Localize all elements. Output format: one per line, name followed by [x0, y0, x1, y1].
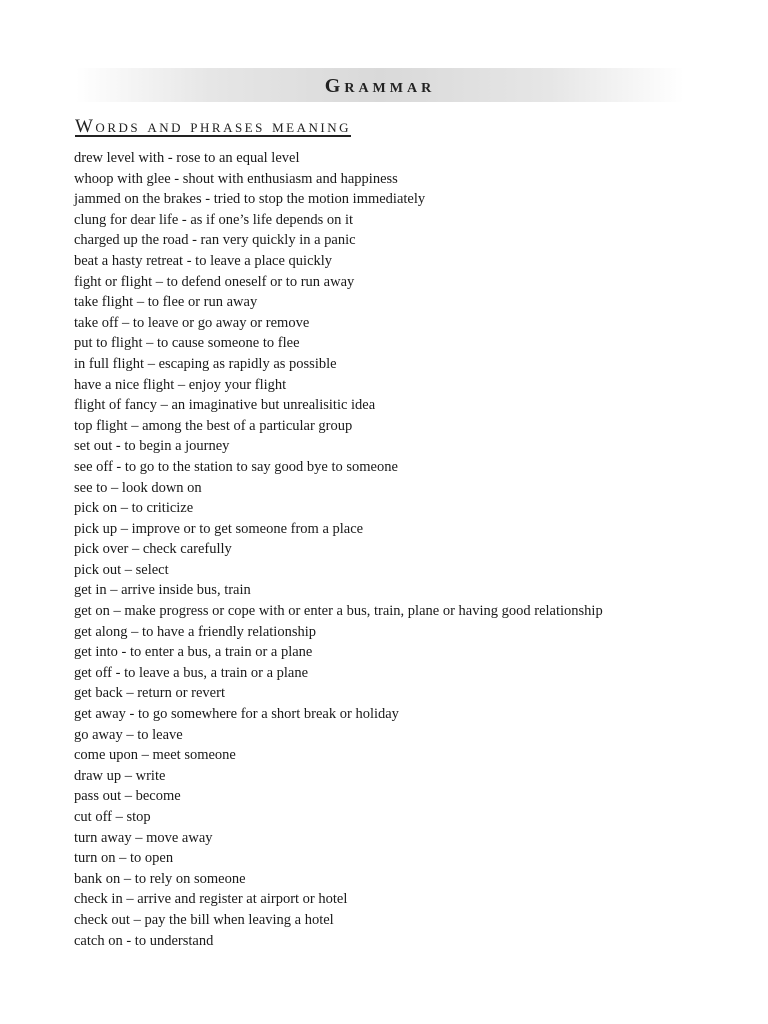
phrase-entry: get in – arrive inside bus, train [74, 582, 251, 599]
phrase-entry: clung for dear life - as if one’s life depends on it [74, 211, 354, 228]
phrase-entry: come upon – meet someone [74, 747, 236, 764]
phrase-entry: pick out – select [74, 561, 169, 578]
phrase-entry: set out - to begin a journey [74, 438, 230, 455]
phrase-entry: get into - to enter a bus, a train or a plane [74, 644, 313, 661]
phrase-entry: bank on – to rely on someone [74, 870, 246, 887]
phrase-entry: in full flight – escaping as rapidly as possible [74, 355, 337, 372]
phrase-entry: pass out – become [74, 788, 181, 805]
phrase-entry: go away – to leave [74, 726, 183, 743]
phrase-entry: top flight – among the best of a particular group [74, 417, 353, 434]
phrase-entry: flight of fancy – an imaginative but unrealisitic idea [74, 397, 376, 414]
phrase-entry: turn on – to open [74, 850, 174, 867]
phrase-entry: pick over – check carefully [74, 541, 232, 558]
phrase-entry: get off - to leave a bus, a train or a plane [74, 664, 309, 681]
phrase-entry: draw up – write [74, 767, 166, 784]
phrase-entry: see off - to go to the station to say good bye to someone [74, 458, 398, 475]
phrase-entry: beat a hasty retreat - to leave a place quickly [74, 252, 333, 269]
phrase-entry: get back – return or revert [74, 685, 225, 702]
phrase-entry: pick on – to criticize [74, 500, 194, 517]
phrase-entry: jammed on the brakes - tried to stop the motion immediately [74, 191, 426, 208]
phrase-entry: check in – arrive and register at airport or hotel [74, 891, 348, 908]
title-banner [76, 68, 684, 102]
phrase-entry: see to – look down on [74, 479, 202, 496]
phrase-entry: get on – make progress or cope with or enter a bus, train, plane or having good relationship [74, 603, 603, 620]
phrase-entry: fight or flight – to defend oneself or to run away [74, 273, 355, 290]
phrase-entry: whoop with glee - shout with enthusiasm and happiness [74, 170, 398, 187]
phrase-entry: put to flight – to cause someone to flee [74, 335, 300, 352]
phrase-entry: charged up the road - ran very quickly in a panic [74, 232, 356, 249]
phrase-entry: take flight – to flee or run away [74, 294, 258, 311]
phrase-entry: pick up – improve or to get someone from a place [74, 520, 364, 537]
phrase-entry: have a nice flight – enjoy your flight [74, 376, 287, 393]
phrase-list [74, 148, 754, 951]
phrase-entry: get away - to go somewhere for a short break or holiday [74, 706, 399, 723]
phrase-entry: drew level with - rose to an equal level [74, 150, 300, 166]
phrase-entry: turn away – move away [74, 829, 213, 846]
page-title: Grammar [324, 75, 436, 97]
section-heading: Words and phrases meaning [75, 116, 351, 137]
phrase-entry: take off – to leave or go away or remove [74, 314, 310, 331]
phrase-entry: catch on - to understand [74, 932, 214, 949]
phrase-entry: check out – pay the bill when leaving a hotel [74, 911, 334, 928]
phrase-entry: cut off – stop [74, 809, 151, 825]
phrase-entry: get along – to have a friendly relationship [74, 623, 316, 640]
